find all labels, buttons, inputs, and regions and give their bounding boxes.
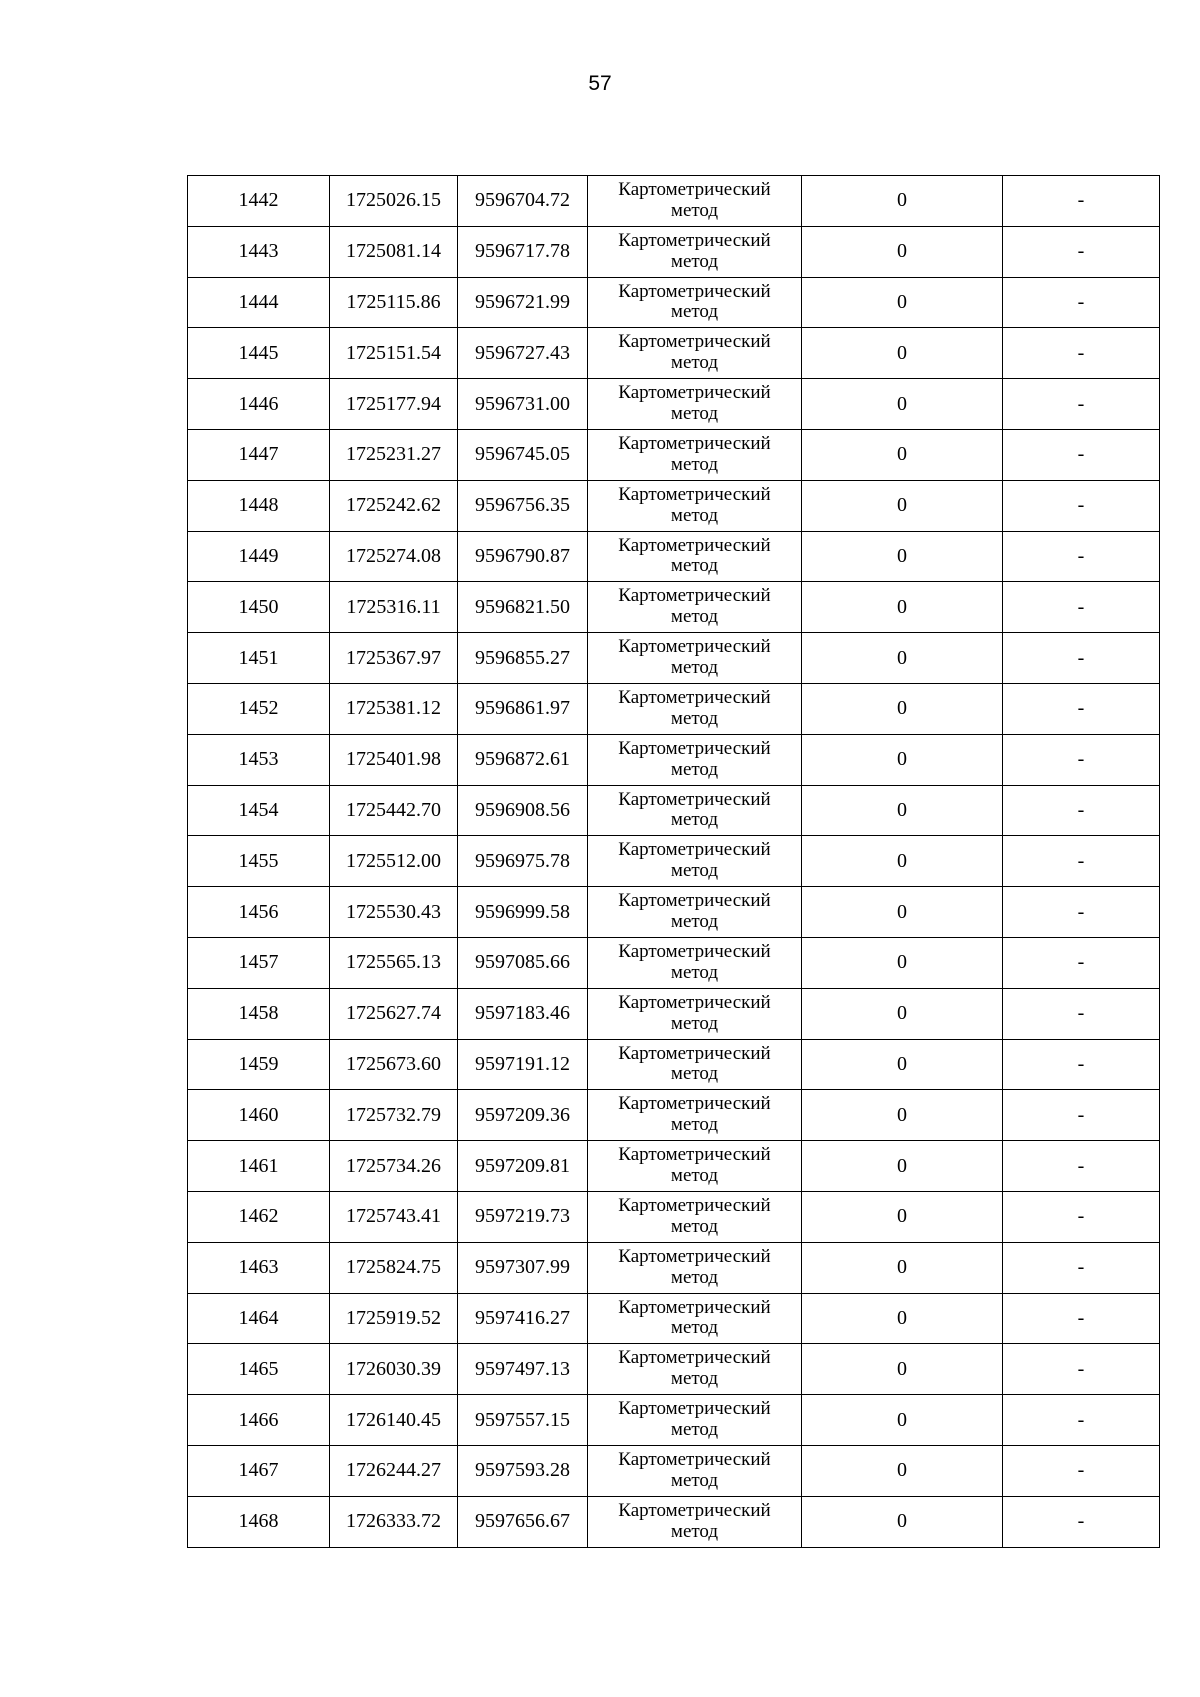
method-cell [588, 1090, 802, 1141]
x-coordinate-cell: 1725242.62 [330, 480, 458, 531]
error-value-cell: 0 [802, 1141, 1003, 1192]
y-coordinate-cell: 9596975.78 [458, 836, 588, 887]
error-value-cell: 0 [802, 277, 1003, 328]
error-value-cell: 0 [802, 582, 1003, 633]
y-coordinate-cell: 9596745.05 [458, 429, 588, 480]
method-cell [588, 1141, 802, 1192]
method-label-line1: Картометрический [618, 1398, 771, 1420]
note-cell: - [1003, 734, 1160, 785]
note-cell: - [1003, 887, 1160, 938]
table-row [188, 429, 1160, 480]
method-label-line1: Картометрический [618, 432, 771, 454]
method-label-line2: метод [670, 1317, 719, 1339]
method-cell [588, 1242, 802, 1293]
table-row [188, 633, 1160, 684]
method-label-line2: метод [670, 504, 719, 526]
point-number-cell: 1466 [188, 1395, 330, 1446]
table-body [188, 176, 1160, 1548]
method-label-line2: метод [670, 758, 719, 780]
y-coordinate-cell: 9597219.73 [458, 1191, 588, 1242]
method-label-line1: Картометрический [618, 890, 771, 912]
y-coordinate-cell: 9597497.13 [458, 1344, 588, 1395]
y-coordinate-cell: 9596855.27 [458, 633, 588, 684]
error-value-cell: 0 [802, 1496, 1003, 1547]
method-label-line2: метод [670, 657, 719, 679]
x-coordinate-cell: 1725367.97 [330, 633, 458, 684]
note-cell: - [1003, 1344, 1160, 1395]
point-number-cell: 1445 [188, 328, 330, 379]
method-cell [588, 429, 802, 480]
x-coordinate-cell: 1725151.54 [330, 328, 458, 379]
method-cell [588, 582, 802, 633]
y-coordinate-cell: 9597557.15 [458, 1395, 588, 1446]
method-label-line2: метод [670, 1266, 719, 1288]
y-coordinate-cell: 9596717.78 [458, 226, 588, 277]
method-cell [588, 1191, 802, 1242]
error-value-cell: 0 [802, 1090, 1003, 1141]
method-label-line2: метод [670, 809, 719, 831]
y-coordinate-cell: 9596731.00 [458, 379, 588, 430]
method-label-line1: Картометрический [618, 839, 771, 861]
point-number-cell: 1452 [188, 683, 330, 734]
x-coordinate-cell: 1725316.11 [330, 582, 458, 633]
note-cell: - [1003, 937, 1160, 988]
method-label-line2: метод [670, 1520, 719, 1542]
error-value-cell: 0 [802, 1395, 1003, 1446]
y-coordinate-cell: 9597209.81 [458, 1141, 588, 1192]
method-cell [588, 226, 802, 277]
point-number-cell: 1459 [188, 1039, 330, 1090]
error-value-cell: 0 [802, 328, 1003, 379]
table-row [188, 1191, 1160, 1242]
method-label-line1: Картометрический [618, 788, 771, 810]
method-cell [588, 379, 802, 430]
point-number-cell: 1450 [188, 582, 330, 633]
method-label-line1: Картометрический [618, 1093, 771, 1115]
method-label-line1: Картометрический [618, 1245, 771, 1267]
method-cell [588, 836, 802, 887]
x-coordinate-cell: 1725734.26 [330, 1141, 458, 1192]
x-coordinate-cell: 1726244.27 [330, 1445, 458, 1496]
method-cell [588, 1293, 802, 1344]
note-cell: - [1003, 988, 1160, 1039]
error-value-cell: 0 [802, 1293, 1003, 1344]
note-cell: - [1003, 226, 1160, 277]
error-value-cell: 0 [802, 176, 1003, 227]
table-row [188, 683, 1160, 734]
x-coordinate-cell: 1725231.27 [330, 429, 458, 480]
y-coordinate-cell: 9597593.28 [458, 1445, 588, 1496]
method-label-line2: метод [670, 1012, 719, 1034]
method-cell [588, 531, 802, 582]
y-coordinate-cell: 9596872.61 [458, 734, 588, 785]
note-cell: - [1003, 429, 1160, 480]
table-row [188, 582, 1160, 633]
error-value-cell: 0 [802, 429, 1003, 480]
method-label-line1: Картометрический [618, 1499, 771, 1521]
table-row [188, 1496, 1160, 1547]
note-cell: - [1003, 277, 1160, 328]
method-label-line1: Картометрический [618, 179, 771, 200]
x-coordinate-cell: 1726333.72 [330, 1496, 458, 1547]
point-number-cell: 1456 [188, 887, 330, 938]
x-coordinate-cell: 1725673.60 [330, 1039, 458, 1090]
method-cell [588, 785, 802, 836]
table-row [188, 176, 1160, 227]
table-row [188, 1141, 1160, 1192]
method-label-line1: Картометрический [618, 1042, 771, 1064]
x-coordinate-cell: 1725512.00 [330, 836, 458, 887]
error-value-cell: 0 [802, 1445, 1003, 1496]
x-coordinate-cell: 1725565.13 [330, 937, 458, 988]
x-coordinate-cell: 1725401.98 [330, 734, 458, 785]
x-coordinate-cell: 1725919.52 [330, 1293, 458, 1344]
page-number: 57 [588, 72, 612, 95]
table-row [188, 480, 1160, 531]
note-cell: - [1003, 785, 1160, 836]
method-cell [588, 1496, 802, 1547]
method-label-line1: Картометрический [618, 1347, 771, 1369]
x-coordinate-cell: 1725381.12 [330, 683, 458, 734]
point-number-cell: 1449 [188, 531, 330, 582]
method-label-line2: метод [670, 1215, 719, 1237]
note-cell: - [1003, 531, 1160, 582]
method-label-line1: Картометрический [618, 940, 771, 962]
error-value-cell: 0 [802, 1191, 1003, 1242]
note-cell: - [1003, 1445, 1160, 1496]
y-coordinate-cell: 9596999.58 [458, 887, 588, 938]
y-coordinate-cell: 9597085.66 [458, 937, 588, 988]
method-cell [588, 176, 802, 227]
note-cell: - [1003, 1141, 1160, 1192]
table-row [188, 531, 1160, 582]
table-row [188, 836, 1160, 887]
method-cell [588, 683, 802, 734]
method-cell [588, 633, 802, 684]
method-label-line1: Картометрический [618, 1144, 771, 1166]
method-label-line1: Картометрический [618, 1194, 771, 1216]
method-cell [588, 988, 802, 1039]
note-cell: - [1003, 1293, 1160, 1344]
error-value-cell: 0 [802, 226, 1003, 277]
note-cell: - [1003, 633, 1160, 684]
note-cell: - [1003, 1395, 1160, 1446]
method-label-line1: Картометрический [618, 280, 771, 302]
method-label-line2: метод [670, 1419, 719, 1441]
point-number-cell: 1448 [188, 480, 330, 531]
note-cell: - [1003, 582, 1160, 633]
point-number-cell: 1453 [188, 734, 330, 785]
x-coordinate-cell: 1725824.75 [330, 1242, 458, 1293]
method-cell [588, 937, 802, 988]
y-coordinate-cell: 9596727.43 [458, 328, 588, 379]
error-value-cell: 0 [802, 1344, 1003, 1395]
y-coordinate-cell: 9596721.99 [458, 277, 588, 328]
method-label-line2: метод [670, 555, 719, 577]
table-row [188, 785, 1160, 836]
note-cell: - [1003, 1496, 1160, 1547]
method-label-line1: Картометрический [618, 331, 771, 353]
error-value-cell: 0 [802, 379, 1003, 430]
table-row [188, 328, 1160, 379]
note-cell: - [1003, 1090, 1160, 1141]
method-label-line2: метод [670, 606, 719, 628]
point-number-cell: 1443 [188, 226, 330, 277]
method-label-line1: Картометрический [618, 1448, 771, 1470]
error-value-cell: 0 [802, 531, 1003, 582]
note-cell: - [1003, 1039, 1160, 1090]
x-coordinate-cell: 1725627.74 [330, 988, 458, 1039]
method-label-line2: метод [670, 352, 719, 374]
error-value-cell: 0 [802, 988, 1003, 1039]
method-label-line1: Картометрический [618, 585, 771, 607]
note-cell: - [1003, 379, 1160, 430]
y-coordinate-cell: 9597656.67 [458, 1496, 588, 1547]
method-label-line2: метод [670, 1368, 719, 1390]
table-row [188, 887, 1160, 938]
method-label-line2: метод [670, 250, 719, 272]
x-coordinate-cell: 1725442.70 [330, 785, 458, 836]
error-value-cell: 0 [802, 1242, 1003, 1293]
y-coordinate-cell: 9597183.46 [458, 988, 588, 1039]
method-label-line2: метод [670, 707, 719, 729]
method-label-line1: Картометрический [618, 686, 771, 708]
method-cell [588, 277, 802, 328]
note-cell: - [1003, 480, 1160, 531]
table-row [188, 1395, 1160, 1446]
point-number-cell: 1467 [188, 1445, 330, 1496]
method-cell [588, 734, 802, 785]
method-label-line1: Картометрический [618, 534, 771, 556]
x-coordinate-cell: 1726030.39 [330, 1344, 458, 1395]
point-number-cell: 1461 [188, 1141, 330, 1192]
method-label-line1: Картометрический [618, 1296, 771, 1318]
error-value-cell: 0 [802, 785, 1003, 836]
error-value-cell: 0 [802, 480, 1003, 531]
point-number-cell: 1455 [188, 836, 330, 887]
method-cell [588, 1344, 802, 1395]
y-coordinate-cell: 9596821.50 [458, 582, 588, 633]
point-number-cell: 1446 [188, 379, 330, 430]
method-cell [588, 887, 802, 938]
method-cell [588, 480, 802, 531]
x-coordinate-cell: 1725115.86 [330, 277, 458, 328]
method-label-line1: Картометрический [618, 737, 771, 759]
method-label-line2: метод [670, 860, 719, 882]
point-number-cell: 1468 [188, 1496, 330, 1547]
method-label-line2: метод [670, 453, 719, 475]
error-value-cell: 0 [802, 734, 1003, 785]
method-label-line2: метод [670, 961, 719, 983]
method-cell [588, 328, 802, 379]
method-label-line2: метод [670, 1165, 719, 1187]
y-coordinate-cell: 9596756.35 [458, 480, 588, 531]
method-label-line2: метод [670, 199, 719, 221]
note-cell: - [1003, 1242, 1160, 1293]
method-label-line2: метод [670, 301, 719, 323]
table-row [188, 1344, 1160, 1395]
x-coordinate-cell: 1725743.41 [330, 1191, 458, 1242]
error-value-cell: 0 [802, 633, 1003, 684]
table-row [188, 277, 1160, 328]
y-coordinate-cell: 9596908.56 [458, 785, 588, 836]
x-coordinate-cell: 1725026.15 [330, 176, 458, 227]
y-coordinate-cell: 9597209.36 [458, 1090, 588, 1141]
table-row [188, 988, 1160, 1039]
table-row [188, 1090, 1160, 1141]
point-number-cell: 1444 [188, 277, 330, 328]
point-number-cell: 1465 [188, 1344, 330, 1395]
method-label-line1: Картометрический [618, 636, 771, 658]
method-label-line1: Картометрический [618, 229, 771, 251]
method-label-line2: метод [670, 1469, 719, 1491]
point-number-cell: 1442 [188, 176, 330, 227]
method-cell [588, 1395, 802, 1446]
method-label-line2: метод [670, 911, 719, 933]
table-row [188, 734, 1160, 785]
method-label-line2: метод [670, 1114, 719, 1136]
method-label-line1: Картометрический [618, 483, 771, 505]
note-cell: - [1003, 836, 1160, 887]
method-label-line2: метод [670, 1063, 719, 1085]
error-value-cell: 0 [802, 887, 1003, 938]
note-cell: - [1003, 176, 1160, 227]
method-cell [588, 1039, 802, 1090]
x-coordinate-cell: 1725274.08 [330, 531, 458, 582]
point-number-cell: 1447 [188, 429, 330, 480]
x-coordinate-cell: 1726140.45 [330, 1395, 458, 1446]
method-label-line1: Картометрический [618, 991, 771, 1013]
note-cell: - [1003, 683, 1160, 734]
point-number-cell: 1454 [188, 785, 330, 836]
method-cell [588, 1445, 802, 1496]
point-number-cell: 1458 [188, 988, 330, 1039]
error-value-cell: 0 [802, 836, 1003, 887]
table-row [188, 1242, 1160, 1293]
table-row [188, 937, 1160, 988]
point-number-cell: 1464 [188, 1293, 330, 1344]
point-number-cell: 1463 [188, 1242, 330, 1293]
point-number-cell: 1462 [188, 1191, 330, 1242]
method-label-line1: Картометрический [618, 382, 771, 404]
y-coordinate-cell: 9596704.72 [458, 176, 588, 227]
table-row [188, 379, 1160, 430]
point-number-cell: 1460 [188, 1090, 330, 1141]
x-coordinate-cell: 1725177.94 [330, 379, 458, 430]
table-row [188, 1293, 1160, 1344]
y-coordinate-cell: 9596790.87 [458, 531, 588, 582]
table-row [188, 1445, 1160, 1496]
error-value-cell: 0 [802, 1039, 1003, 1090]
x-coordinate-cell: 1725081.14 [330, 226, 458, 277]
y-coordinate-cell: 9597307.99 [458, 1242, 588, 1293]
note-cell: - [1003, 328, 1160, 379]
x-coordinate-cell: 1725732.79 [330, 1090, 458, 1141]
note-cell: - [1003, 1191, 1160, 1242]
point-number-cell: 1457 [188, 937, 330, 988]
point-number-cell: 1451 [188, 633, 330, 684]
method-label-line2: метод [670, 403, 719, 425]
coordinates-table [187, 175, 1160, 1548]
error-value-cell: 0 [802, 937, 1003, 988]
y-coordinate-cell: 9596861.97 [458, 683, 588, 734]
y-coordinate-cell: 9597416.27 [458, 1293, 588, 1344]
y-coordinate-cell: 9597191.12 [458, 1039, 588, 1090]
x-coordinate-cell: 1725530.43 [330, 887, 458, 938]
table-row [188, 1039, 1160, 1090]
error-value-cell: 0 [802, 683, 1003, 734]
table-row [188, 226, 1160, 277]
